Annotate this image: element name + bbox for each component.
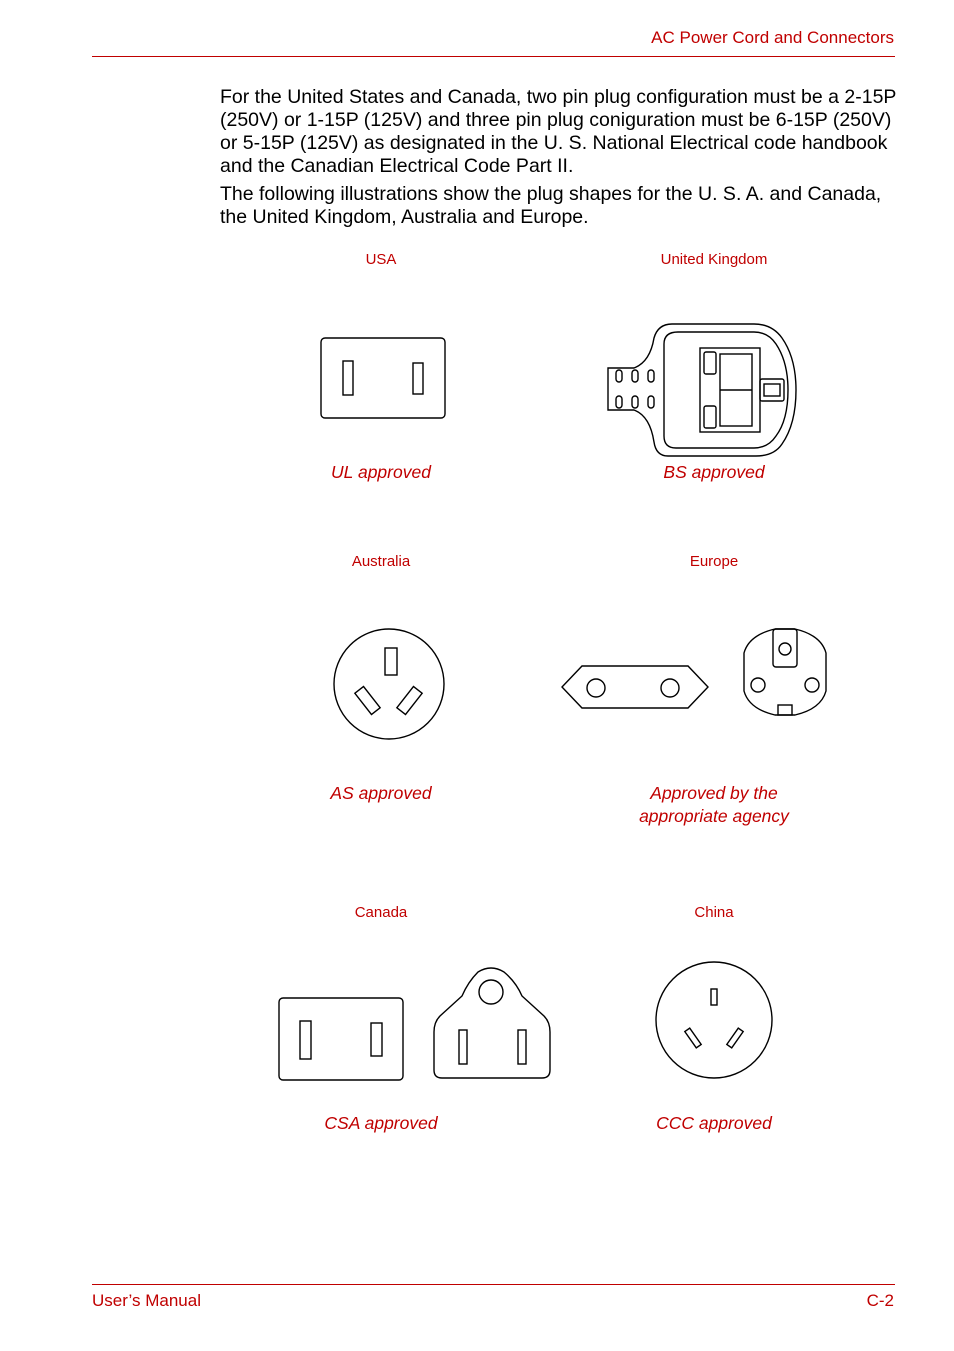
canada-approval: CSA approved <box>324 1113 438 1133</box>
usa-approval: UL approved <box>331 462 431 482</box>
europe-two-pin-plug-icon <box>560 664 710 710</box>
europe-approval-line-1: Approved by the <box>650 783 778 803</box>
china-label: China <box>694 904 734 921</box>
usa-label: USA <box>365 251 397 268</box>
uk-label: United Kingdom <box>660 251 768 268</box>
europe-approval-line-2: appropriate agency <box>639 806 789 826</box>
australia-plug-icon <box>332 627 446 741</box>
canada-two-pin-plug-icon <box>278 997 404 1081</box>
europe-schuko-plug-icon <box>738 625 832 719</box>
uk-plug-icon <box>604 320 800 460</box>
body-paragraph-2: The following illustrations show the plug shapes for the U. S. A. and Canada, the United Kingdom, Australia and Europe. <box>220 183 882 228</box>
australia-approval: AS approved <box>330 783 432 803</box>
europe-label: Europe <box>689 553 739 570</box>
body-paragraph-1: For the United States and Canada, two pin plug configuration must be a 2-15P (250V) or 1-15P (125V) and three pin plug coniguration must be 6-15P (250V) or 5-15P (125V) as designated in the U. S. National Electrical code handbook and the Canadian Electrical Code Part II. <box>220 86 897 177</box>
china-plug-icon <box>654 960 774 1080</box>
canada-label: Canada <box>354 904 408 921</box>
china-approval: CCC approved <box>656 1113 772 1133</box>
footer-rule <box>92 1284 895 1285</box>
running-header: AC Power Cord and Connectors <box>651 28 894 47</box>
canada-three-pin-plug-icon <box>432 966 552 1080</box>
header-rule <box>92 56 895 57</box>
page-number: C-2 <box>866 1291 894 1310</box>
australia-label: Australia <box>351 553 411 570</box>
footer-manual-title: User’s Manual <box>92 1291 201 1310</box>
uk-approval: BS approved <box>663 462 765 482</box>
usa-plug-icon <box>320 337 446 419</box>
